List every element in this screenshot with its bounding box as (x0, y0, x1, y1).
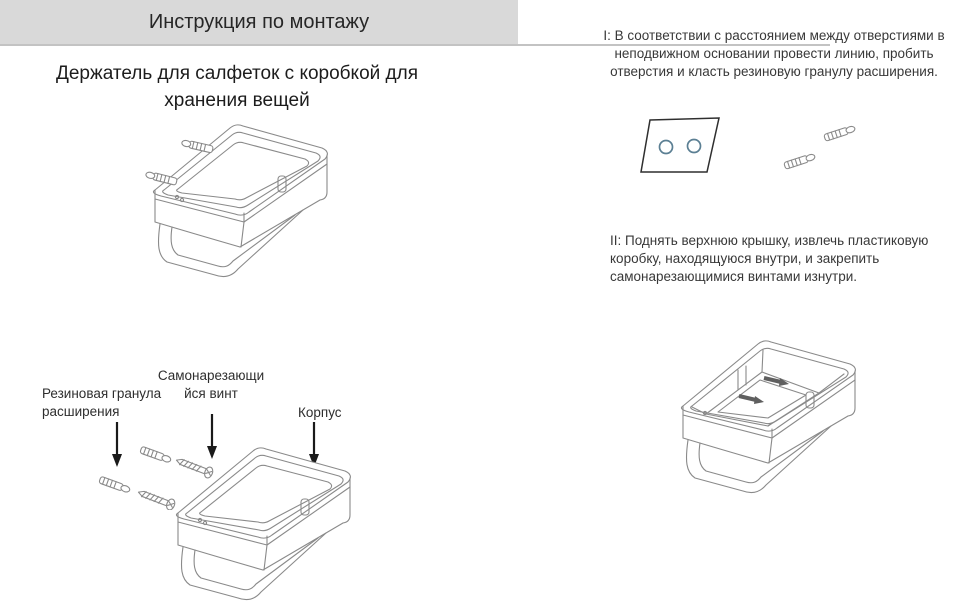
drill-hole (660, 141, 673, 154)
product-title-line2: хранения вещей (164, 90, 310, 111)
label-body (298, 404, 368, 422)
wall-anchor-icon (181, 139, 213, 153)
step1-instruction: I: В соответствии с расстоянием между отверстиями в неподвижном основании провести линию, пробить отверстия и класть резиновую гранулу расширения. (603, 28, 945, 79)
label-body-text: Корпус (298, 405, 342, 420)
product-title (27, 60, 447, 114)
wall-plate (641, 118, 719, 172)
open-box-illustration (668, 336, 858, 501)
wall-plate-with-holes-illustration (630, 110, 870, 200)
product-title-line1: Держатель для салфеток с коробкой для (56, 63, 418, 84)
page-title: Инструкция по монтажу (148, 10, 370, 33)
wall-anchor-icon (145, 171, 177, 185)
assembled-holder-illustration (140, 120, 330, 285)
wall-anchor-icon (99, 476, 131, 493)
holder-body-illustration (163, 443, 353, 605)
label-self-tapping-screw-line2: йся винт (184, 386, 238, 401)
step2-instruction: II: Поднять верхнюю крышку, извлечь пластиковую коробку, находящуюся внутри, и закрепить самонарезающимися винтами изнутри. (610, 233, 929, 284)
label-expansion-granule-line2: расширения (42, 404, 120, 419)
wall-anchor-icon (824, 125, 856, 141)
header-bar (0, 0, 518, 44)
wall-anchor-icon (784, 153, 816, 169)
label-self-tapping-screw-line1: Самонарезающи (157, 368, 265, 383)
label-self-tapping-screw (155, 367, 267, 403)
label-expansion-granule-line1: Резиновая гранула (42, 386, 162, 401)
drill-hole (688, 140, 701, 153)
